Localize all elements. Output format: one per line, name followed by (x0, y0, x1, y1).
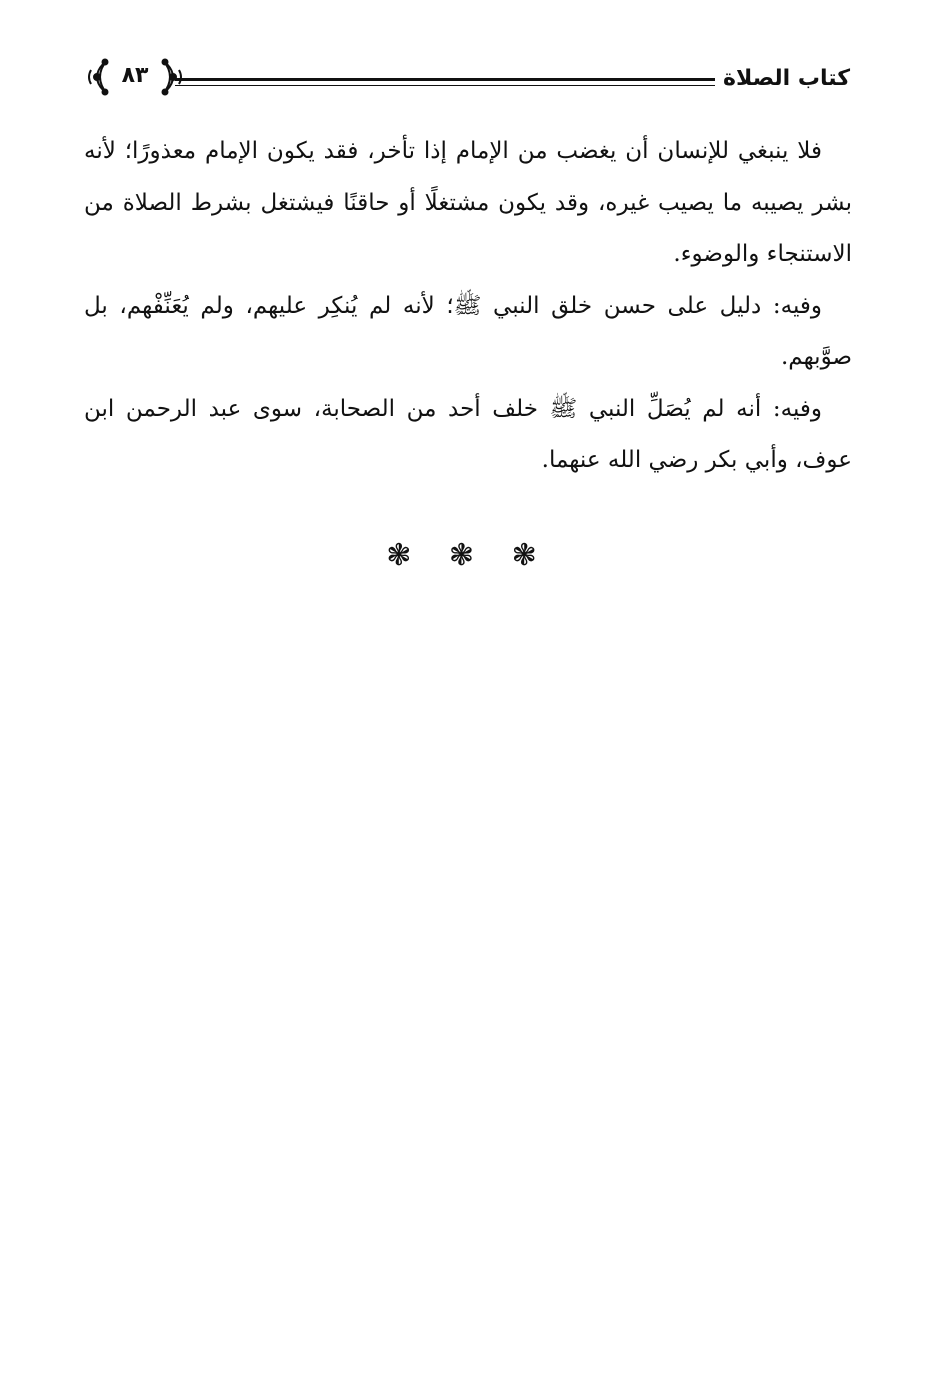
flower-ornament-icon: ❃ (386, 538, 422, 573)
paragraph: وفيه: دليل على حسن خلق النبي ﷺ؛ لأنه لم يُنكِر عليهم، ولم يُعَنِّفْهم، بل صوَّبهم. (84, 292, 852, 370)
paragraph: فلا ينبغي للإنسان أن يغضب من الإمام إذا تأخر، فقد يكون الإمام معذورًا؛ لأنه بشر يصيبه ما يصيب غيره، وقد يكون مشتغلًا أو حاقنًا فيشتغل بشرط الصلاة من الاستنجاء والوضوء. (84, 138, 852, 267)
page-number: ٨٣ (121, 63, 149, 88)
page-header (85, 52, 850, 102)
page-number-frame (85, 52, 185, 102)
flower-ornament-icon: ❃ (448, 538, 485, 573)
flower-ornament-icon: ❃ (511, 538, 547, 573)
main-text (84, 126, 852, 487)
header-rule-thick (175, 78, 715, 81)
paragraph: وفيه: أنه لم يُصَلِّ النبي ﷺ خلف أحد من الصحابة، سوى عبد الرحمن ابن عوف، وأبي بكر رضي الله عنهما. (84, 395, 852, 473)
running-title: كتاب الصلاة (723, 66, 850, 91)
header-rule-thin (175, 85, 715, 86)
section-divider (0, 538, 933, 573)
